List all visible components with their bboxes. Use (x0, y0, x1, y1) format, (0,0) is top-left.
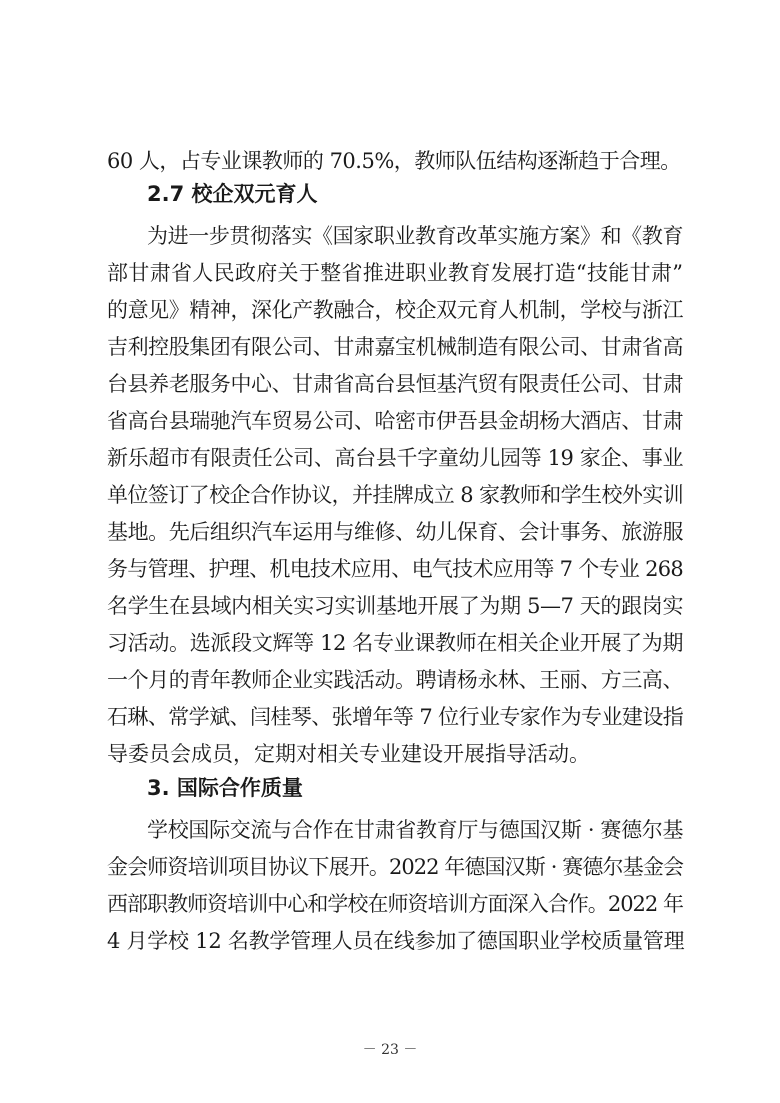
paragraph-line: 导委员会成员，定期对相关专业建设开展指导活动。 (107, 742, 590, 766)
paragraph-line: 省高台县瑞驰汽车贸易公司、哈密市伊吾县金胡杨大酒店、甘肃 (107, 409, 683, 433)
paragraph-line: 习活动。选派段文辉等 12 名专业课教师在相关企业开展了为期 (107, 631, 683, 655)
paragraph-line: 金会师资培训项目协议下展开。2022 年德国汉斯 · 赛德尔基金会 (107, 855, 683, 879)
paragraph-line: 务与管理、护理、机电技术应用、电气技术应用等 7 个专业 268 (107, 557, 683, 581)
paragraph-line: 石琳、常学斌、闫桂琴、张增年等 7 位行业专家作为专业建设指 (107, 705, 683, 729)
paragraph-line: 名学生在县域内相关实习实训基地开展了为期 5—7 天的跟岗实 (107, 594, 683, 618)
paragraph-line: 60 人，占专业课教师的 70.5%，教师队伍结构逐渐趋于合理。 (107, 149, 681, 173)
paragraph-line: 单位签订了校企合作协议，并挂牌成立 8 家教师和学生校外实训 (107, 483, 683, 507)
page-number: － 23 － (362, 1042, 418, 1058)
paragraph-line: 基地。先后组织汽车运用与维修、幼儿保育、会计事务、旅游服 (107, 520, 683, 544)
paragraph-line: 新乐超市有限责任公司、高台县千字童幼儿园等 19 家企、事业 (107, 446, 683, 470)
paragraph-line: 西部职教师资培训中心和学校在师资培训方面深入合作。2022 年 (107, 892, 683, 916)
paragraph-line: 吉利控股集团有限公司、甘肃嘉宝机械制造有限公司、甘肃省高 (107, 335, 683, 359)
paragraph-line: 一个月的青年教师企业实践活动。聘请杨永林、王丽、方三高、 (107, 668, 683, 692)
paragraph-line: 台县养老服务中心、甘肃省高台县恒基汽贸有限责任公司、甘肃 (107, 372, 683, 396)
paragraph-line: 4 月学校 12 名教学管理人员在线参加了德国职业学校质量管理 (107, 929, 685, 953)
paragraph-line: 部甘肃省人民政府关于整省推进职业教育发展打造“技能甘肃” (107, 261, 683, 285)
paragraph-line: 的意见》精神，深化产教融合，校企双元育人机制，学校与浙江 (107, 298, 683, 322)
paragraph-line: 为进一步贯彻落实《国家职业教育改革实施方案》和《教育 (147, 224, 683, 248)
section-heading-2-7: 2.7 校企双元育人 (147, 182, 318, 206)
section-heading-3: 3. 国际合作质量 (147, 776, 303, 800)
paragraph-line: 学校国际交流与合作在甘肃省教育厅与德国汉斯 · 赛德尔基 (147, 818, 683, 842)
